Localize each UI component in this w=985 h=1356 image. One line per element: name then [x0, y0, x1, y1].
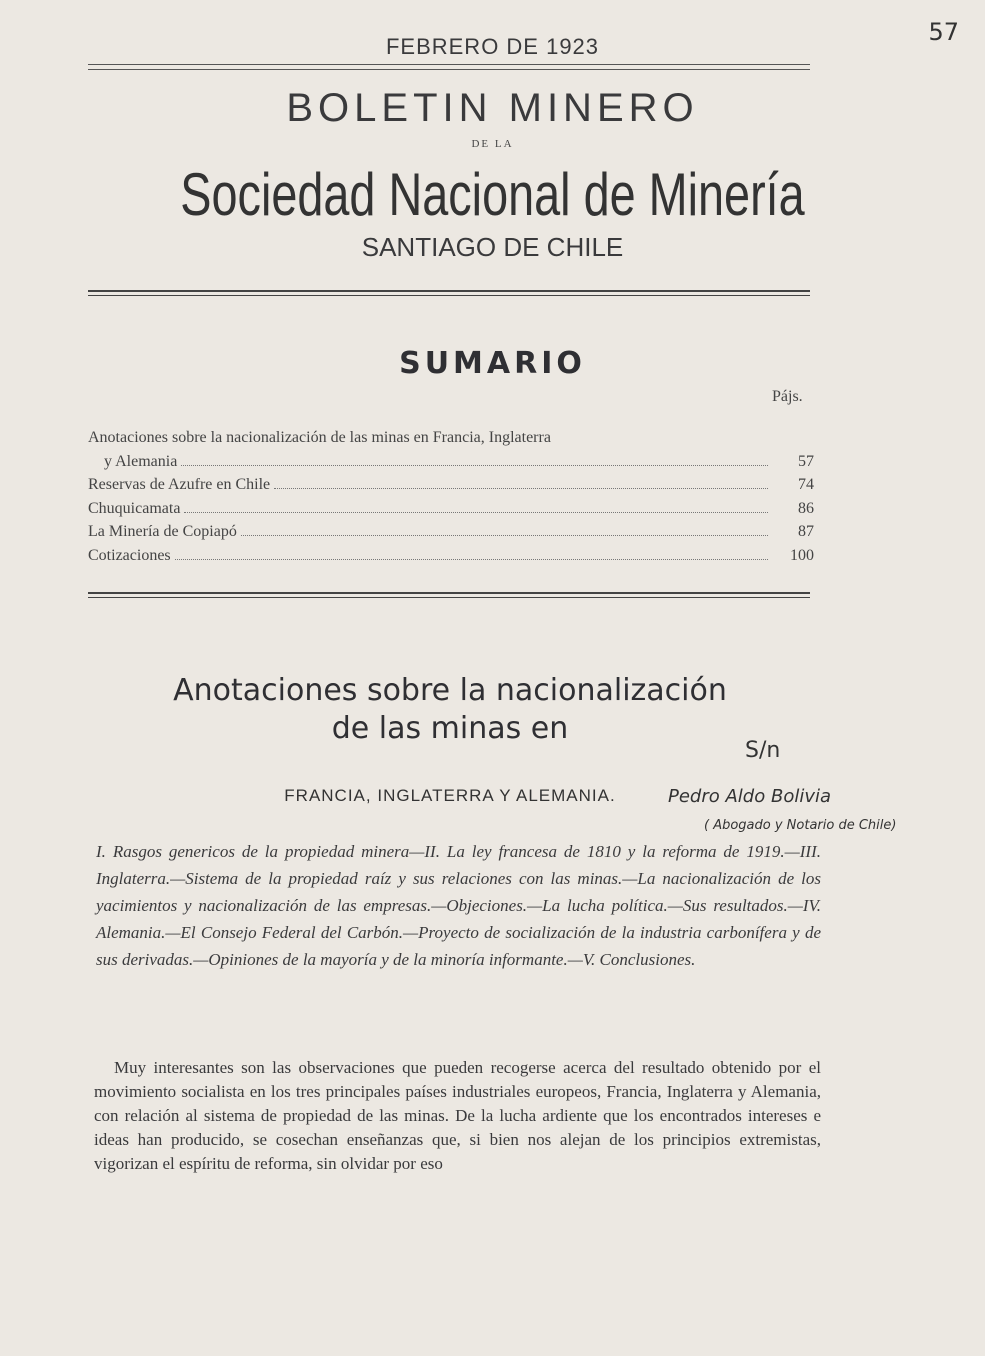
summary-heading: SUMARIO	[399, 346, 586, 381]
toc-leader-dots	[241, 535, 768, 536]
article-title-line2: de las minas en	[331, 711, 569, 746]
handwritten-note-name: Pedro Aldo Bolivia	[668, 786, 832, 807]
society-name: Sociedad Nacional de Minería	[180, 161, 805, 228]
issue-date: FEBRERO DE 1923	[385, 34, 600, 59]
article-body: Muy interesantes son las observaciones que pueden recogerse acerca del resultado obtenido por el movimiento socialista en los tres principales países industriales europeos, Francia, Inglaterra y Alemania, con relación al sistema de propiedad de las minas. De la lucha ardiente que los encontrados intereses e ideas han producido, se cosechan enseñanzas que, si bien nos alejan de los principios extremistas, vigorizan el espíritu de reforma, sin olvidar por eso	[94, 1058, 821, 1173]
toc-entry	[88, 450, 814, 474]
header-rule-bottom	[88, 290, 810, 296]
toc-entry-page: 57	[798, 452, 814, 470]
toc-entry-title: y Alemania	[104, 452, 178, 470]
toc-entry-page: 100	[790, 546, 814, 564]
toc-entry-title: Cotizaciones	[88, 546, 171, 564]
publication-title: BOLETIN MINERO	[286, 86, 699, 130]
header-rule-top-2	[88, 69, 810, 70]
pages-label: Pájs.	[772, 388, 803, 405]
article-summary: I. Rasgos genericos de la propiedad minera—II. La ley francesa de 1810 y la reforma de 1919.—III. Inglaterra.—Sistema de la propiedad raíz y sus relaciones con las minas.—La nacionalización de los yacimientos y nacionalización de las empresas.—Objeciones.—La lucha política.—Sus resultados.—IV. Alemania.—El Consejo Federal del Carbón.—Proyecto de socialización de la industria carbonífera y de sus derivadas.—Opiniones de la mayoría y de la minoría informante.—V. Conclusiones.	[96, 842, 821, 969]
toc-leader-dots	[184, 512, 768, 513]
table-of-contents	[88, 426, 814, 567]
toc-leader-dots	[274, 488, 768, 489]
toc-entry-page: 86	[798, 499, 814, 517]
de-la-label: DE LA	[471, 138, 514, 150]
summary-rule-bottom	[88, 592, 810, 598]
toc-entry-title: La Minería de Copiapó	[88, 523, 237, 540]
article-subtitle: FRANCIA, INGLATERRA Y ALEMANIA.	[284, 786, 616, 805]
toc-entry	[88, 520, 814, 544]
toc-leader-dots	[181, 465, 768, 466]
toc-entry-page: 74	[798, 476, 814, 493]
article-title	[0, 672, 900, 748]
article-title-line1: Anotaciones sobre la nacionalización	[173, 673, 727, 708]
toc-entry	[88, 544, 814, 568]
toc-entry-1-line1: Anotaciones sobre la nacionalización de las minas en Francia, Inglaterra	[88, 429, 551, 446]
toc-entry-page: 87	[798, 523, 814, 540]
handwritten-note-sn: S/n	[745, 738, 781, 763]
city-label: SANTIAGO DE CHILE	[361, 232, 624, 262]
toc-entry	[88, 497, 814, 521]
toc-leader-dots	[175, 559, 768, 560]
toc-entry-title: Chuquicamata	[88, 499, 181, 517]
handwritten-page-number: 57	[928, 18, 959, 46]
toc-entry	[88, 473, 814, 497]
handwritten-note-title: ( Abogado y Notario de Chile)	[704, 818, 897, 833]
header-rule-top	[88, 64, 810, 65]
toc-entry-title: Reservas de Azufre en Chile	[88, 476, 271, 493]
